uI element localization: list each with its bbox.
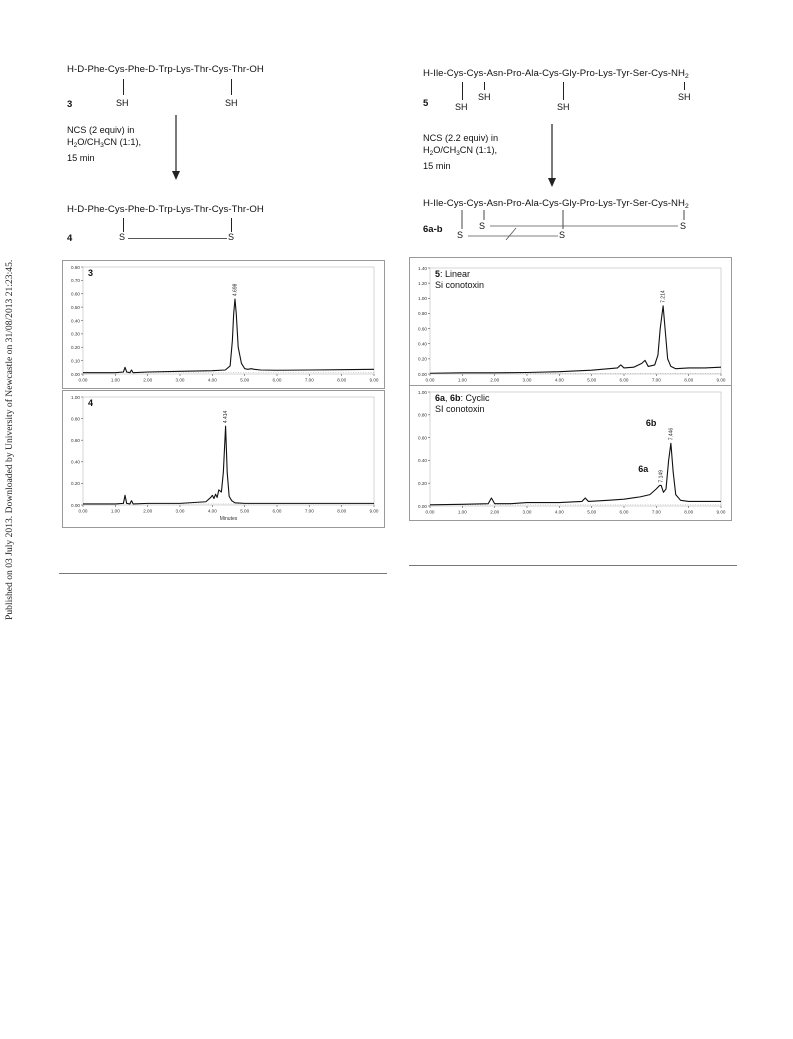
y-tick-label: 0.30 [71, 331, 80, 337]
x-tick-label: 5.00 [587, 377, 597, 383]
y-tick-label: 0.00 [71, 502, 80, 508]
right-bond-1 [462, 82, 463, 100]
x-tick-label: 9.00 [716, 377, 726, 383]
peak-label: 4.414 [223, 410, 230, 424]
x-tick-label: 2.00 [490, 509, 500, 515]
left-condition-line-1: NCS (2 equiv) in [67, 125, 135, 135]
left-condition-line-3: 15 min [67, 153, 95, 163]
peak-annotation: 6a [638, 463, 649, 474]
y-tick-label: 1.00 [418, 389, 427, 395]
x-tick-label: 4.00 [207, 508, 217, 514]
right-sh-4: SH [678, 92, 691, 102]
x-tick-label: 1.00 [110, 377, 120, 383]
right-condition-line-1: NCS (2.2 equiv) in [423, 133, 499, 143]
x-tick-label: 0.00 [425, 509, 435, 515]
hplc-chart-compound-3 [62, 260, 385, 389]
side-note-text: Published on 03 July 2013. Downloaded by University of Newcastle on 31/08/2013 21:23:45. [4, 259, 15, 620]
x-tick-label: 5.00 [240, 377, 250, 383]
x-tick-label: 2.00 [490, 377, 500, 383]
y-tick-label: 0.20 [418, 481, 427, 486]
peak-label: 4.698 [232, 283, 239, 297]
left-conditions [67, 124, 141, 164]
y-tick-label: 0.60 [418, 326, 427, 332]
right-s-4: S [680, 221, 687, 231]
x-tick-label: 4.00 [554, 509, 564, 515]
peak-label: 7.446 [668, 427, 675, 441]
y-tick-label: 0.00 [418, 371, 427, 377]
hplc-chart-compound-6ab [409, 385, 732, 521]
y-tick-label: 0.80 [418, 412, 427, 418]
peak-annotation: 6b [645, 418, 657, 429]
left-reaction-arrow [170, 115, 182, 181]
left-bond-2 [231, 79, 232, 95]
right-bond-2 [484, 82, 485, 90]
chromatogram-trace [83, 426, 374, 504]
hplc-chart-compound-5 [409, 257, 732, 389]
y-tick-label: 0.40 [418, 458, 427, 464]
x-tick-label: 7.00 [304, 377, 314, 383]
right-bond-3 [563, 82, 564, 100]
panel-compound-number: 5 [435, 269, 441, 279]
left-sequence-top: H-D-Phe-Cys-Phe-D-Trp-Lys-Thr-Cys-Thr-OH [67, 64, 264, 75]
left-s-1: S [119, 232, 126, 242]
y-tick-label: 0.80 [71, 416, 80, 422]
x-tick-label: 6.00 [619, 377, 629, 383]
right-s-3: S [559, 230, 566, 240]
y-tick-label: 1.20 [418, 280, 427, 286]
chromatogram-trace [430, 443, 721, 505]
y-tick-label: 0.60 [71, 438, 80, 443]
x-tick-label: 5.00 [587, 509, 597, 515]
right-compound-top-label: 5 [423, 98, 429, 109]
right-sh-1: SH [455, 102, 468, 112]
x-tick-label: 0.00 [78, 377, 88, 383]
x-tick-label: 6.00 [272, 377, 282, 383]
right-compound-bottom-label: 6a-b [423, 224, 443, 235]
x-tick-label: 4.00 [554, 377, 564, 383]
left-s-2: S [228, 232, 235, 242]
x-tick-label: 7.00 [304, 508, 314, 514]
x-tick-label: 9.00 [369, 508, 379, 514]
panel-compound-number: 6b [450, 393, 461, 403]
x-tick-label: 8.00 [684, 377, 694, 383]
left-bond-1 [123, 79, 124, 95]
panel-label: 5: Linear Si conotoxin [435, 269, 485, 290]
x-tick-label: 9.00 [716, 509, 726, 515]
panel-compound-number: 3 [88, 268, 94, 278]
y-tick-label: 0.40 [71, 318, 80, 324]
peak-label: 7.149 [658, 469, 665, 483]
y-tick-label: 0.40 [71, 459, 80, 465]
x-tick-label: 8.00 [684, 509, 694, 515]
x-tick-label: 3.00 [522, 509, 532, 515]
y-tick-label: 0.80 [71, 264, 80, 270]
x-tick-label: 6.00 [272, 508, 282, 514]
x-tick-label: 6.00 [619, 509, 629, 515]
y-tick-label: 0.00 [418, 503, 427, 509]
left-bond-3 [123, 218, 124, 232]
right-sh-3: SH [557, 102, 570, 112]
y-tick-label: 0.60 [418, 435, 427, 441]
x-tick-label: 5.00 [240, 508, 250, 514]
x-tick-label: 2.00 [143, 508, 153, 514]
y-tick-label: 0.20 [418, 356, 427, 362]
y-tick-label: 0.00 [71, 371, 80, 377]
left-sequence-bottom: H-D-Phe-Cys-Phe-D-Trp-Lys-Thr-Cys-Thr-OH [67, 204, 264, 215]
right-conditions [423, 132, 498, 172]
right-sh-2: SH [478, 92, 491, 102]
y-tick-label: 0.20 [71, 345, 80, 351]
x-tick-label: 3.00 [175, 377, 185, 383]
left-bottom-rule [59, 573, 387, 574]
chromatogram-trace [430, 306, 721, 373]
x-tick-label: 2.00 [143, 377, 153, 383]
y-tick-label: 0.60 [71, 291, 80, 297]
left-condition-line-2: $H_2O/CH_3CN$ (1:1), [67, 137, 142, 149]
panel-compound-number: 6a [435, 393, 446, 403]
hplc-chart-compound-4 [62, 390, 385, 528]
y-tick-label: 1.00 [418, 296, 427, 302]
y-tick-label: 1.00 [71, 394, 80, 400]
y-tick-label: 0.40 [418, 341, 427, 347]
x-tick-label: 8.00 [337, 377, 347, 383]
y-tick-label: 0.80 [418, 311, 427, 317]
right-bottom-rule [409, 565, 737, 566]
right-s-1: S [457, 230, 464, 240]
x-tick-label: 0.00 [78, 508, 88, 514]
panel-label [88, 268, 93, 279]
x-tick-label: 3.00 [522, 377, 532, 383]
right-condition-line-2: $H_2O/CH_3CN$ (1:1), [423, 145, 498, 157]
x-tick-label: 9.00 [369, 377, 379, 383]
right-reaction-arrow [546, 124, 558, 188]
chart-svg [63, 391, 384, 527]
left-bond-4 [231, 218, 232, 232]
left-compound-top-label: 3 [67, 99, 73, 110]
right-s-2: S [479, 221, 486, 231]
y-tick-label: 1.40 [418, 265, 427, 271]
x-tick-label: 1.00 [457, 509, 467, 515]
x-tick-label: 7.00 [651, 509, 661, 515]
right-disulfide-bridges [450, 210, 700, 242]
right-condition-line-3: 15 min [423, 161, 451, 171]
y-tick-label: 0.70 [71, 278, 80, 284]
x-tick-label: 7.00 [651, 377, 661, 383]
x-tick-label: 4.00 [207, 377, 217, 383]
right-sequence-bottom: $H-Ile-Cys-Cys-Asn-Pro-Ala-Cys-Gly-Pro-Lys-Tyr-Ser-Cys-NH_2$ [423, 198, 689, 210]
x-tick-label: 8.00 [337, 508, 347, 514]
left-compound-bottom-label: 4 [67, 233, 73, 244]
y-tick-label: 0.50 [71, 304, 80, 310]
panel-label: 6a, 6b: Cyclic SI conotoxin [435, 393, 490, 414]
chromatogram-trace [83, 299, 374, 373]
y-tick-label: 0.10 [71, 358, 80, 364]
chart-svg [63, 261, 384, 388]
x-tick-label: 1.00 [110, 508, 120, 514]
peak-label: 7.214 [660, 290, 667, 303]
left-sh-2: SH [225, 98, 238, 108]
panel-label [88, 398, 93, 409]
x-tick-label: 3.00 [175, 508, 185, 514]
x-tick-label: 1.00 [457, 377, 467, 383]
panel-compound-number: 4 [88, 398, 94, 408]
right-bond-4 [684, 82, 685, 90]
x-axis-label: Minutes [219, 516, 238, 522]
left-disulfide-bond [128, 238, 227, 239]
plot-area [83, 267, 374, 374]
y-tick-label: 0.20 [71, 481, 80, 487]
x-tick-label: 0.00 [425, 377, 435, 383]
right-sequence-top: $H-Ile-Cys-Cys-Asn-Pro-Ala-Cys-Gly-Pro-Lys-Tyr-Ser-Cys-NH_2$ [423, 68, 689, 80]
side-note [4, 259, 24, 640]
left-sh-1: SH [116, 98, 129, 108]
